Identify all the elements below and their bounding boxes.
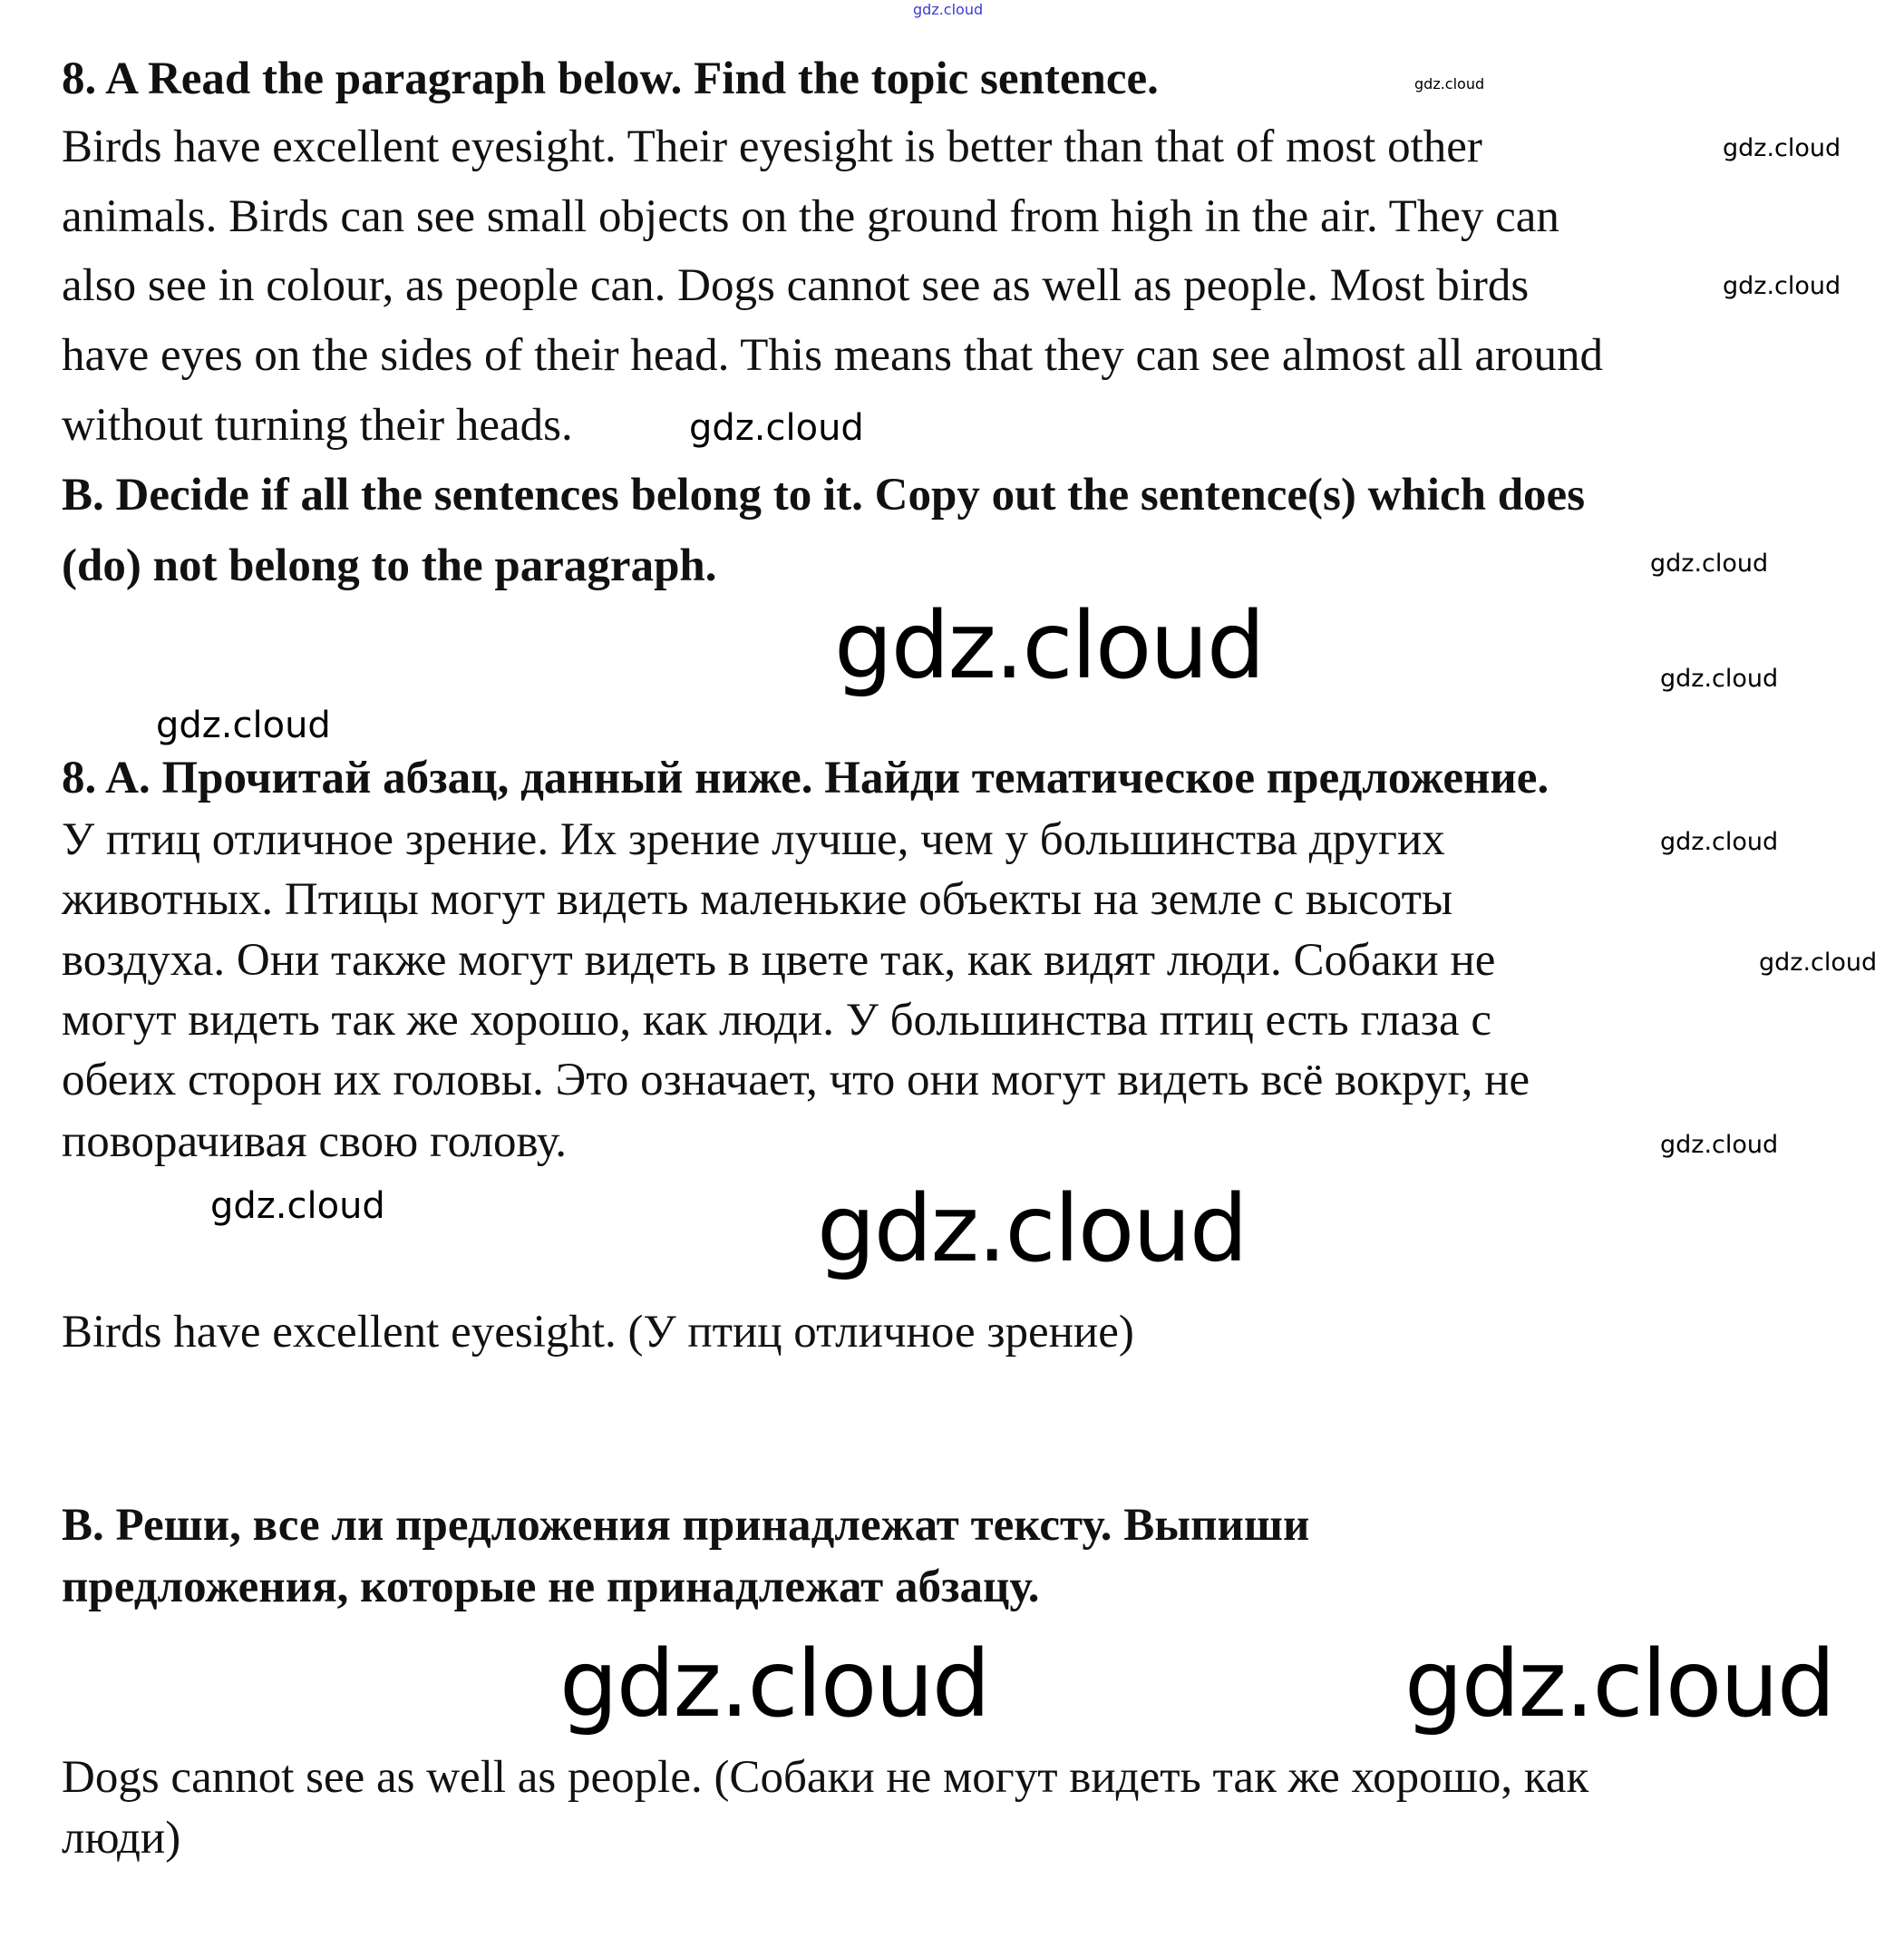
watermark: gdz.cloud (1414, 75, 1485, 92)
watermark: gdz.cloud (559, 1630, 989, 1738)
ru-paragraph-line: обеих сторон их головы. Это означает, что они могут видеть всё вокруг, не (62, 1055, 1530, 1105)
watermark: gdz.cloud (834, 592, 1264, 700)
watermark: gdz.cloud (1723, 272, 1841, 300)
paragraph-line: have eyes on the sides of their head. This means that they can see almost all around (62, 330, 1603, 381)
watermark: gdz.cloud (689, 407, 864, 449)
ru-paragraph-line: У птиц отличное зрение. Их зрение лучше, чем у большинства других (62, 814, 1445, 865)
exercise-heading-b: (do) not belong to the paragraph. (62, 540, 717, 591)
watermark: gdz.cloud (1660, 665, 1779, 693)
ru-paragraph-line: могут видеть так же хорошо, как люди. У большинства птиц есть глаза с (62, 995, 1491, 1046)
ru-heading-a: 8. A. Прочитай абзац, данный ниже. Найди тематическое предложение. (62, 753, 1549, 803)
answer-b: Dogs cannot see as well as people. (Собаки не могут видеть так же хорошо, как (62, 1752, 1589, 1803)
watermark: gdz.cloud (1650, 550, 1769, 578)
watermark: gdz.cloud (1723, 134, 1841, 162)
paragraph-line: also see in colour, as people can. Dogs cannot see as well as people. Most birds (62, 260, 1530, 311)
exercise-heading-a: 8. A Read the paragraph below. Find the topic sentence. (62, 54, 1159, 104)
paragraph-line: animals. Birds can see small objects on the ground from high in the air. They can (62, 191, 1559, 242)
exercise-heading-b: B. Decide if all the sentences belong to it. Copy out the sentence(s) which does (62, 470, 1586, 521)
paragraph-line: Birds have excellent eyesight. Their eyesight is better than that of most other (62, 122, 1482, 172)
watermark: gdz.cloud (210, 1185, 385, 1227)
watermark: gdz.cloud (1660, 828, 1779, 856)
watermark: gdz.cloud (156, 705, 331, 746)
ru-heading-b: B. Реши, все ли предложения принадлежат тексту. Выпиши (62, 1500, 1310, 1551)
watermark: gdz.cloud (817, 1175, 1247, 1283)
paragraph-line: without turning their heads. (62, 400, 573, 451)
ru-paragraph-line: животных. Птицы могут видеть маленькие объекты на земле с высоты (62, 874, 1453, 925)
ru-paragraph-line: воздуха. Они также могут видеть в цвете так, как видят люди. Собаки не (62, 935, 1496, 986)
watermark: gdz.cloud (1759, 949, 1878, 977)
watermark: gdz.cloud (1660, 1131, 1779, 1159)
watermark: gdz.cloud (1404, 1630, 1834, 1738)
answer-b: люди) (62, 1813, 181, 1864)
ru-paragraph-line: поворачивая свою голову. (62, 1116, 567, 1167)
answer-a: Birds have excellent eyesight. (У птиц отличное зрение) (62, 1307, 1134, 1358)
ru-heading-b: предложения, которые не принадлежат абзацу. (62, 1562, 1040, 1612)
watermark-top: gdz.cloud (913, 1, 984, 18)
